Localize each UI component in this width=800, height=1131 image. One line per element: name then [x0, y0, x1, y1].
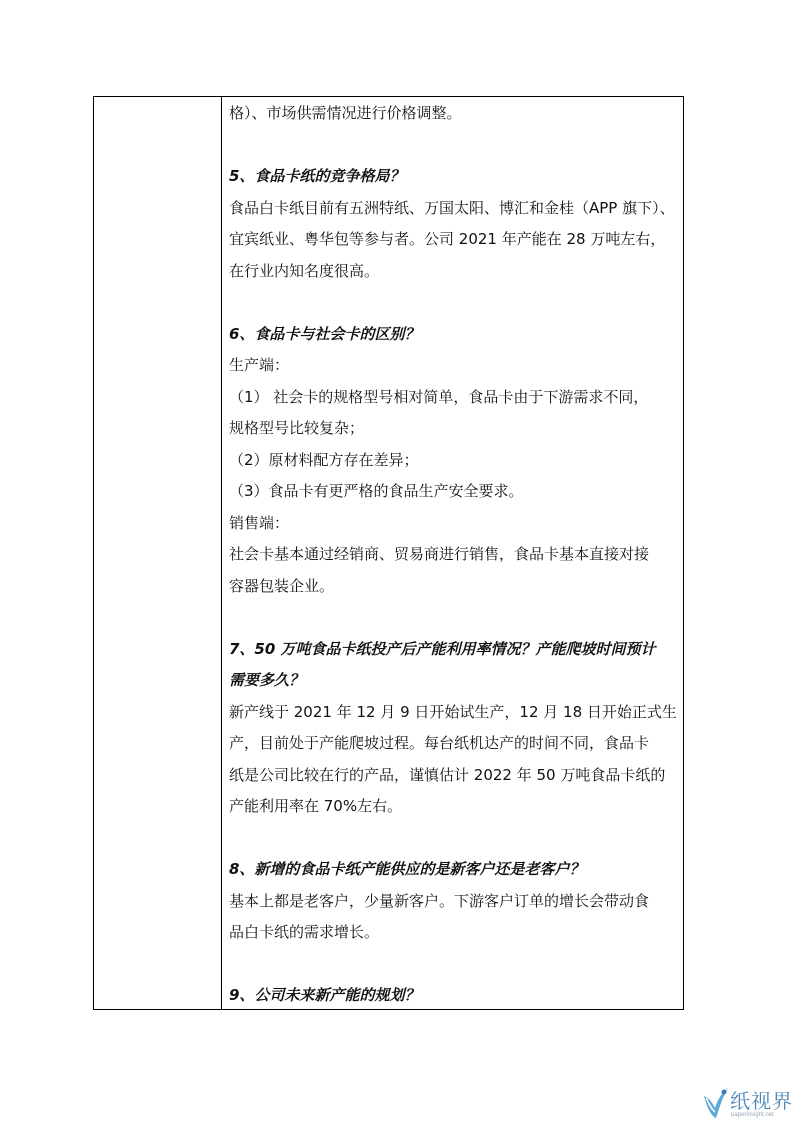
text-line: 纸是公司比较在行的产品，谨慎估计 2022 年 50 万吨食品卡纸的 — [229, 765, 666, 784]
text-line: 销售端： — [229, 513, 290, 532]
question-7-heading: 7、50 万吨食品卡纸投产后产能利用率情况？产能爬坡时间预计 — [229, 639, 656, 658]
text-line: 规格型号比较复杂； — [229, 419, 365, 437]
text-line: （3）食品卡有更严格的食品生产安全要求。 — [229, 482, 524, 500]
watermark-url: paperinsight.net — [731, 1112, 774, 1118]
question-6-heading: 6、食品卡与社会卡的区别？ — [229, 324, 420, 343]
text-line: 品白卡纸的需求增长。 — [229, 923, 380, 941]
watermark-name: 纸视界 — [730, 1089, 793, 1113]
question-8-heading: 8、新增的食品卡纸产能供应的是新客户还是老客户？ — [229, 860, 585, 878]
answer-column — [229, 98, 679, 1012]
question-7-heading-cont: 需要多久？ — [229, 671, 305, 689]
text-line: 宜宾纸业、粤华包等参与者。公司 2021 年产能在 28 万吨左右， — [229, 230, 666, 248]
text-line: （1） 社会卡的规格型号相对简单，食品卡由于下游需求不同， — [229, 387, 649, 406]
watermark-logo — [700, 1082, 796, 1128]
text-line: 格）、市场供需情况进行价格调整。 — [229, 104, 462, 122]
table-column-divider — [221, 96, 222, 1010]
text-line: 生产端： — [229, 356, 290, 374]
text-line: 社会卡基本通过经销商、贸易商进行销售，食品卡基本直接对接 — [229, 545, 650, 563]
text-line: 基本上都是老客户，少量新客户。下游客户订单的增长会带动食 — [229, 891, 650, 910]
text-line: 在行业内知名度很高。 — [229, 261, 380, 280]
text-line: 容器包装企业。 — [229, 576, 335, 595]
text-line: 产能利用率在 70%左右。 — [229, 797, 403, 815]
text-line: 新产线于 2021 年 12 月 9 日开始试生产，12 月 18 日开始正式生 — [229, 702, 677, 721]
text-line: 食品白卡纸目前有五洲特纸、万国太阳、博汇和金桂（APP 旗下）、 — [229, 198, 675, 217]
text-line: 产，目前处于产能爬坡过程。每台纸机达产的时间不同，食品卡 — [229, 734, 650, 752]
checkmark-leaf-icon — [700, 1082, 730, 1122]
question-9-heading: 9、公司未来新产能的规划？ — [229, 986, 420, 1004]
question-5-heading: 5、食品卡纸的竞争格局？ — [229, 167, 405, 185]
text-line: （2）原材料配方存在差异； — [229, 450, 419, 469]
